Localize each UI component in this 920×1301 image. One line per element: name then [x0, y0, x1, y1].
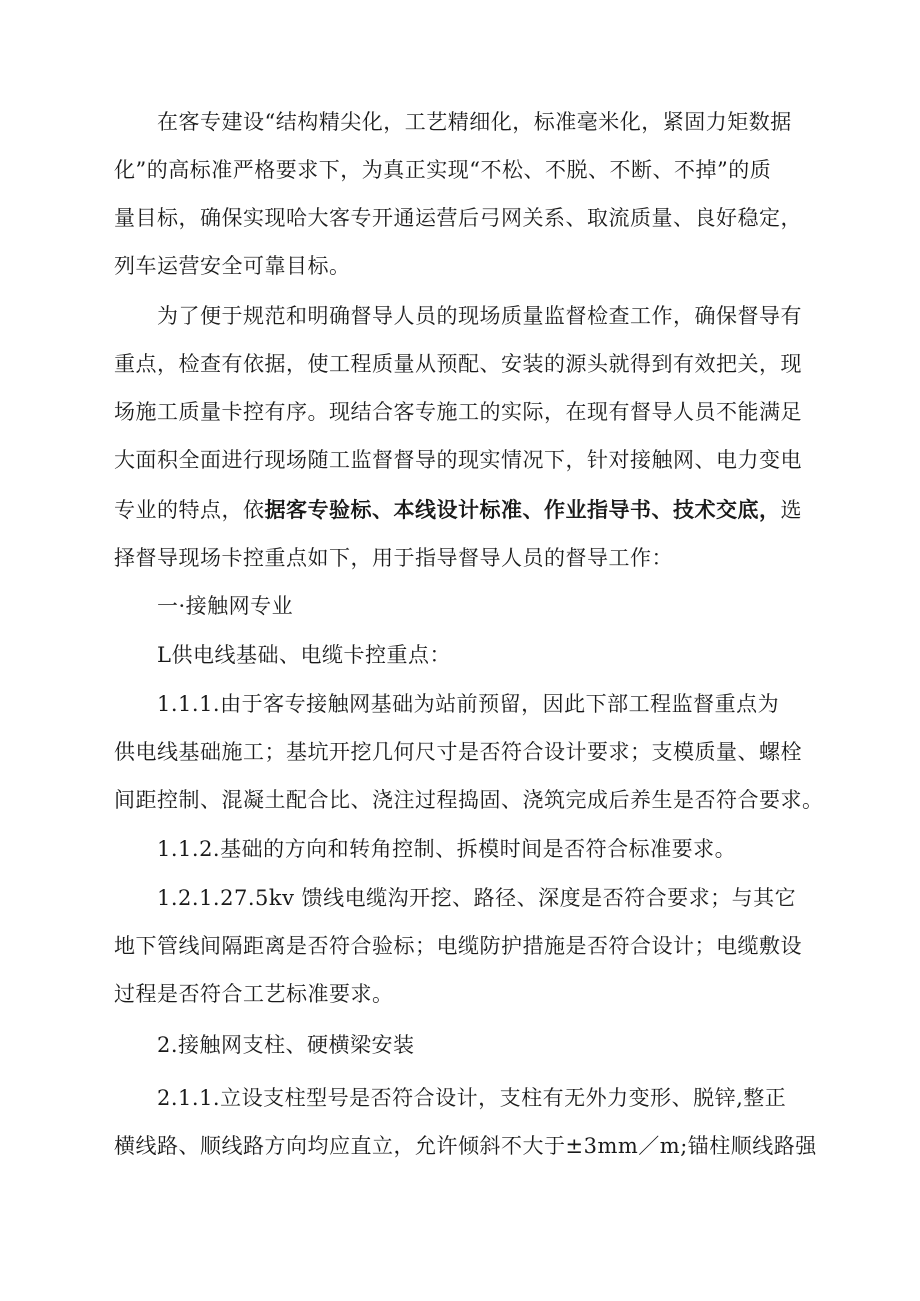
paragraph-1-line-1: 在客专建设“结构精尖化，工艺精细化，标准毫米化，紧固力矩数据 — [157, 110, 792, 134]
item-2-heading: 2.接触网支柱、硬横梁安装 — [157, 1033, 415, 1057]
section-1-heading: 一·接触网专业 — [157, 594, 294, 618]
paragraph-1-line-2: 化”的高标准严格要求下，为真正实现“不松、不脱、不断、不掉”的质 — [114, 158, 772, 182]
item-1-1-1-line-3: 间距控制、混凝土配合比、浇注过程捣固、浇筑完成后养生是否符合要求。 — [114, 788, 824, 812]
paragraph-2-line-1: 为了便于规范和明确督导人员的现场质量监督检查工作，确保督导有 — [157, 304, 802, 328]
paragraph-1-line-3: 量目标，确保实现哈大客专开通运营后弓网关系、取流质量、良好稳定， — [114, 206, 802, 230]
item-2-1-1-line-1: 2.1.1.立设支柱型号是否符合设计，支柱有无外力变形、脱锌,整正 — [157, 1086, 787, 1110]
paragraph-2-line-3: 场施工质量卡控有序。现结合客专施工的实际，在现有督导人员不能满足 — [114, 400, 802, 424]
item-1-heading: L供电线基础、电缆卡控重点： — [157, 643, 451, 667]
paragraph-2-line-5-bold: 据客专验标、本线设计标准、作业指导书、技术交底， — [264, 498, 781, 522]
item-1-1-1-line-2: 供电线基础施工；基坑开挖几何尺寸是否符合设计要求；支模质量、螺栓 — [114, 740, 802, 764]
paragraph-2-line-5-post: 选 — [780, 498, 802, 522]
item-2-1-1-line-2: 横线路、顺线路方向均应直立，允许倾斜不大于±3mm／m;锚柱顺线路强 — [114, 1134, 817, 1158]
item-1-2-1-line-2: 地下管线间隔距离是否符合验标；电缆防护措施是否符合设计；电缆敷设 — [114, 934, 802, 958]
item-1-1-2: 1.1.2.基础的方向和转角控制、拆模时间是否符合标准要求。 — [157, 837, 737, 861]
paragraph-2-line-5 — [0, 492, 920, 528]
paragraph-1-line-4: 列车运营安全可靠目标。 — [114, 254, 351, 278]
item-1-1-1-line-1: 1.1.1.由于客专接触网基础为站前预留，因此下部工程监督重点为 — [157, 692, 780, 716]
paragraph-2-line-6: 择督导现场卡控重点如下，用于指导督导人员的督导工作： — [114, 546, 673, 570]
paragraph-2-line-4: 大面积全面进行现场随工监督督导的现实情况下，针对接触网、电力变电 — [114, 448, 802, 472]
paragraph-2-line-2: 重点，检查有依据，使工程质量从预配、安装的源头就得到有效把关，现 — [114, 352, 802, 376]
item-1-2-1-line-1: 1.2.1.27.5kv 馈线电缆沟开挖、路径、深度是否符合要求；与其它 — [157, 886, 797, 910]
item-1-2-1-line-3: 过程是否符合工艺标准要求。 — [114, 982, 394, 1006]
paragraph-2-line-5-pre: 专业的特点，依 — [114, 498, 265, 522]
